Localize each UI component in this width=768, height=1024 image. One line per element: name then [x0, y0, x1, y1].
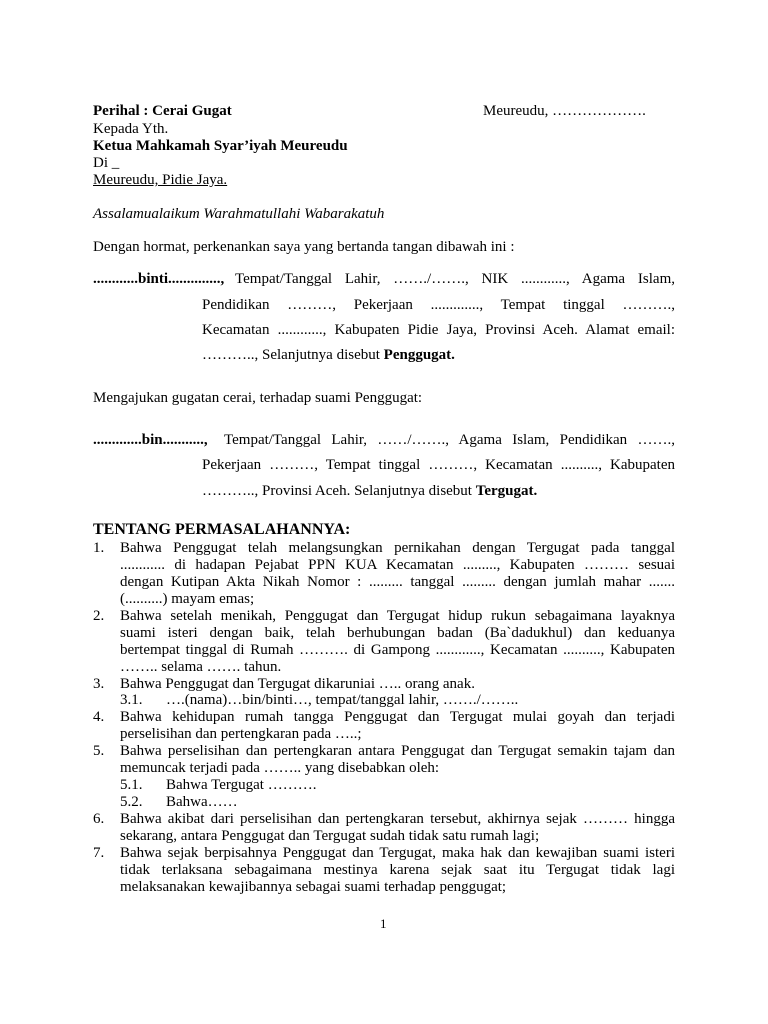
recipient-location: Meureudu, Pidie Jaya.	[93, 172, 228, 188]
mengajukan-text: Mengajukan gugatan cerai, terhadap suami Penggugat:	[93, 390, 423, 406]
item-3-line-1: Bahwa Penggugat dan Tergugat dikaruniai ….. orang anak.	[120, 676, 475, 692]
item-number: 4.	[93, 709, 105, 725]
subitem-number: 5.2.	[120, 794, 143, 810]
item-number: 1.	[93, 540, 105, 556]
item-5-line-1: Bahwa perselisihan dan pertengkaran antara Penggugat dan Tergugat semakin tajam dan	[120, 743, 675, 759]
subitem-number: 5.1.	[120, 777, 143, 793]
penggugat-line-4-text: ……….., Selanjutnya disebut	[202, 347, 384, 363]
tergugat-name: .............bin...........,	[93, 432, 208, 448]
di-label: Di _	[93, 155, 120, 171]
item-1-line-4: (..........) mayam emas;	[120, 591, 255, 607]
tergugat-line-1: Tempat/Tanggal Lahir, ……/……., Agama Islam, Pendidikan …….,	[224, 432, 675, 448]
recipient-title: Ketua Mahkamah Syar’iyah Meureudu	[93, 138, 348, 154]
subitem-5-1-line: Bahwa Tergugat ……….	[166, 777, 317, 793]
penggugat-line-1: Tempat/Tanggal Lahir, ……./……., NIK ............, Agama Islam,	[235, 271, 675, 287]
penggugat-line-2: Pendidikan ………, Pekerjaan ............., Tempat tinggal ……….,	[202, 297, 675, 313]
intro-text: Dengan hormat, perkenankan saya yang bertanda tangan dibawah ini :	[93, 239, 515, 255]
subitem-5-2-line: Bahwa……	[166, 794, 238, 810]
tergugat-line-3-text: ……….., Provinsi Aceh. Selanjutnya disebut	[202, 483, 476, 499]
item-6-line-1: Bahwa akibat dari perselisihan dan pertengkaran tersebut, akhirnya sejak ……… hingga	[120, 811, 675, 827]
penggugat-designation: Penggugat.	[383, 347, 455, 363]
item-1-line-3: dengan Kutipan Akta Nikah Nomor : ......... tanggal ......... dengan jumlah mahar .......	[120, 574, 675, 590]
item-2-line-4: …….. selama ……. tahun.	[120, 659, 282, 675]
tergugat-designation: Tergugat.	[475, 483, 538, 499]
tergugat-line-2: Pekerjaan ………, Tempat tinggal ………, Kecamatan .........., Kabupaten	[202, 457, 675, 473]
item-2-line-1: Bahwa setelah menikah, Penggugat dan Tergugat hidup rukun sebagaimana layaknya	[120, 608, 675, 624]
page-number: 1	[380, 916, 387, 931]
item-2-line-2: suami isteri dengan baik, telah berhubungan badan (Ba`dadukhul) dan keduanya	[120, 625, 675, 641]
item-number: 7.	[93, 845, 105, 861]
item-7-line-2: tidak terlaksana sebagaimana mestinya karena sejak saat itu Tergugat tidak lagi	[120, 862, 675, 878]
item-7-line-3: melaksanakan kewajibannya sebagai suami terhadap penggugat;	[120, 879, 507, 895]
item-4-line-2: perselisihan dan pertengkaran pada …..;	[120, 726, 362, 742]
item-7-line-1: Bahwa sejak berpisahnya Penggugat dan Tergugat, maka hak dan kewajiban suami isteri	[120, 845, 675, 861]
perihal: Perihal : Cerai Gugat	[93, 103, 232, 119]
item-4-line-1: Bahwa kehidupan rumah tangga Penggugat dan Tergugat mulai goyah dan terjadi	[120, 709, 675, 725]
item-5-line-2: memuncak terjadi pada …….. yang disebabkan oleh:	[120, 760, 440, 776]
item-1-line-1: Bahwa Penggugat telah melangsungkan pernikahan dengan Tergugat pada tanggal	[120, 540, 675, 556]
penggugat-line-4	[202, 347, 455, 364]
subitem-number: 3.1.	[120, 692, 143, 708]
penggugat-name: ............binti..............,	[93, 271, 225, 287]
section-title: TENTANG PERMASALAHANNYA:	[93, 521, 351, 538]
greeting: Assalamualaikum Warahmatullahi Wabarakatuh	[93, 206, 385, 222]
kepada-yth: Kepada Yth.	[93, 121, 169, 137]
subitem-3-1-line: ….(nama)…bin/binti…, tempat/tanggal lahir, ……./……..	[166, 692, 519, 708]
item-6-line-2: sekarang, antara Penggugat dan Tergugat sudah tidak satu rumah lagi;	[120, 828, 540, 844]
item-number: 5.	[93, 743, 105, 759]
item-number: 2.	[93, 608, 105, 624]
tergugat-line-3	[202, 483, 537, 500]
item-1-line-2: ............ di hadapan Pejabat PPN KUA Kecamatan ........., Kabupaten ……… sesuai	[120, 557, 675, 573]
penggugat-line-3: Kecamatan ............, Kabupaten Pidie Jaya, Provinsi Aceh. Alamat email:	[202, 322, 675, 338]
item-number: 6.	[93, 811, 105, 827]
item-2-line-3: bertempat tinggal di Rumah ………. di Gampong ............, Kecamatan .........., Kabupaten	[120, 642, 675, 658]
place-date: Meureudu, ……………….	[483, 103, 646, 119]
item-number: 3.	[93, 676, 105, 692]
